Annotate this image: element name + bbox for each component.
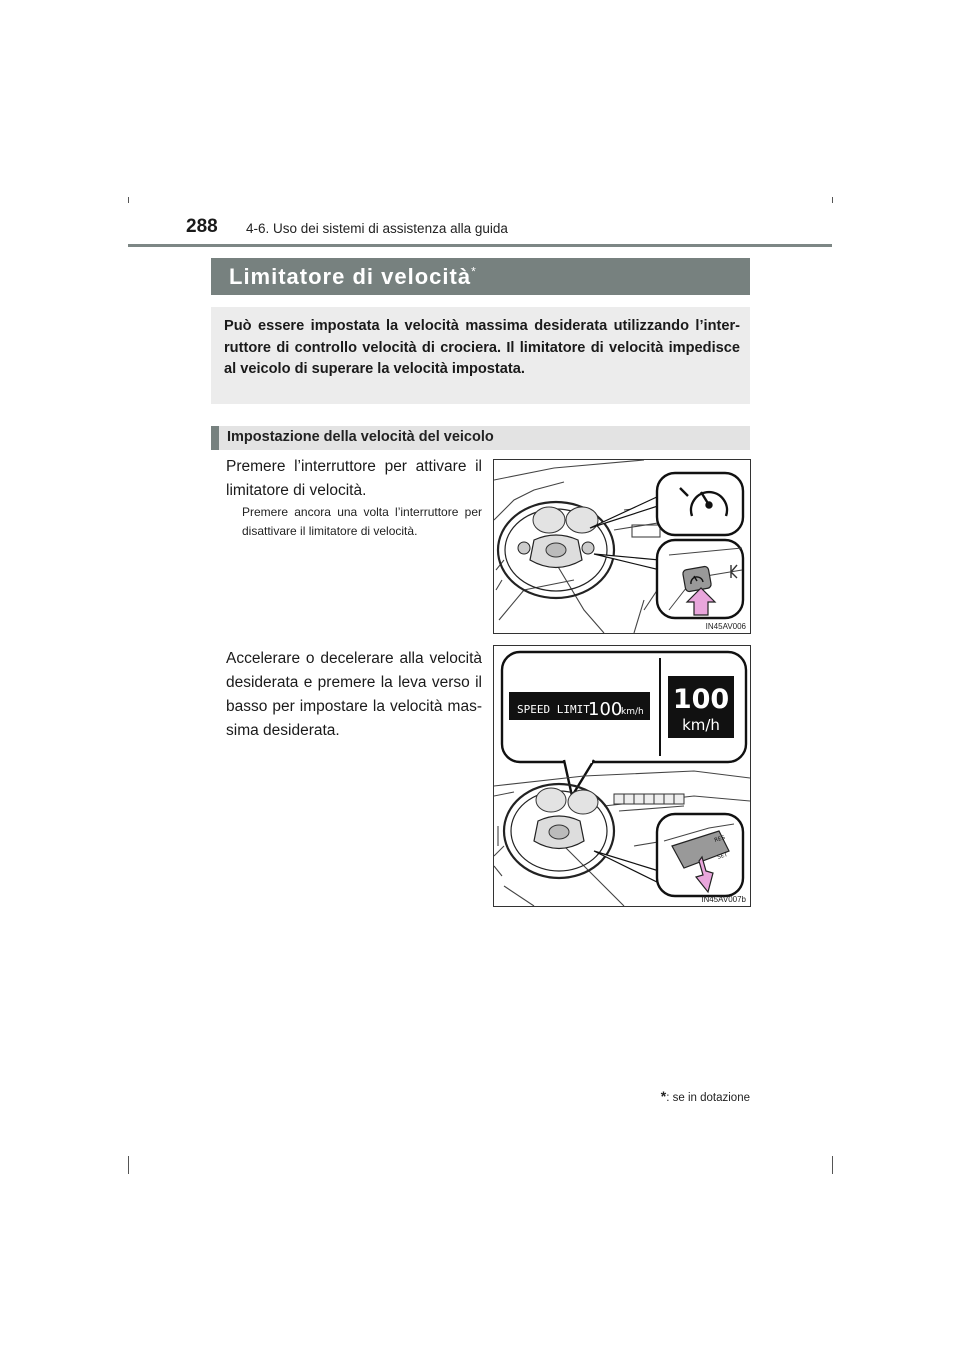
- figure-id: IN45AV007b: [701, 895, 746, 904]
- callout-stalk: [657, 814, 743, 896]
- crop-mark: [832, 197, 833, 203]
- subsection-bar: [211, 426, 750, 450]
- figure-speed-limiter-switch: [493, 459, 751, 634]
- dashboard-illustration-1: [494, 460, 750, 633]
- page-number: 288: [186, 216, 218, 237]
- title-asterisk: *: [471, 264, 477, 279]
- step-1-note: Premere ancora una volta l’interruttore per disattivare il limitatore di velocità.: [242, 505, 482, 538]
- callout-speed-limiter-icon: [657, 473, 743, 535]
- gauge-unit: km/h: [682, 716, 720, 734]
- step-2-text: Accelerare o decelerare alla velocità desiderata e premere la leva verso il basso per impostare la velocità mas-sima desiderata.: [226, 650, 482, 739]
- title-bar: [211, 258, 750, 295]
- speed-limit-unit: km/h: [621, 707, 644, 717]
- footnote: [620, 1088, 750, 1104]
- footnote-text: : se in dotazione: [666, 1092, 750, 1104]
- page-title: [229, 264, 477, 290]
- crop-mark: [128, 1156, 129, 1174]
- gauge-value: 100: [672, 684, 730, 715]
- step-1-text: Premere l’interruttore per attivare il limitatore di velocità.: [226, 458, 482, 499]
- stalk-label-res: RES: [713, 834, 726, 844]
- subsection-marker: [211, 426, 219, 450]
- steering-wheel-2: [504, 784, 614, 878]
- callout-steering-switch: [657, 540, 743, 618]
- stalk-label-set: SET: [716, 852, 729, 861]
- figure-id: IN45AV006: [705, 622, 746, 631]
- header-rule: [128, 244, 832, 247]
- speed-limit-label: SPEED LIMIT: [517, 703, 590, 716]
- section-title: 4-6. Uso dei sistemi di assistenza alla guida: [246, 221, 508, 236]
- footnote-asterisk: *: [660, 1088, 667, 1104]
- crop-mark: [128, 197, 129, 203]
- grille: [614, 794, 684, 804]
- crop-mark: [832, 1156, 833, 1174]
- dashboard-illustration-2: [494, 646, 750, 906]
- title-label: Limitatore di velocità: [229, 264, 472, 289]
- speed-limit-value: 100: [588, 699, 623, 720]
- subsection-title: Impostazione della velocità del veicolo: [227, 429, 494, 445]
- intro-text: Può essere impostata la velocità massima desiderata utilizzando l’inter-ruttore di controllo velocità di crociera. Il limitatore di velocità impedisce al veicolo di superare la velocità impostata.: [224, 318, 740, 377]
- figure-speed-limit-set: [493, 645, 751, 907]
- intro-box: [211, 307, 750, 404]
